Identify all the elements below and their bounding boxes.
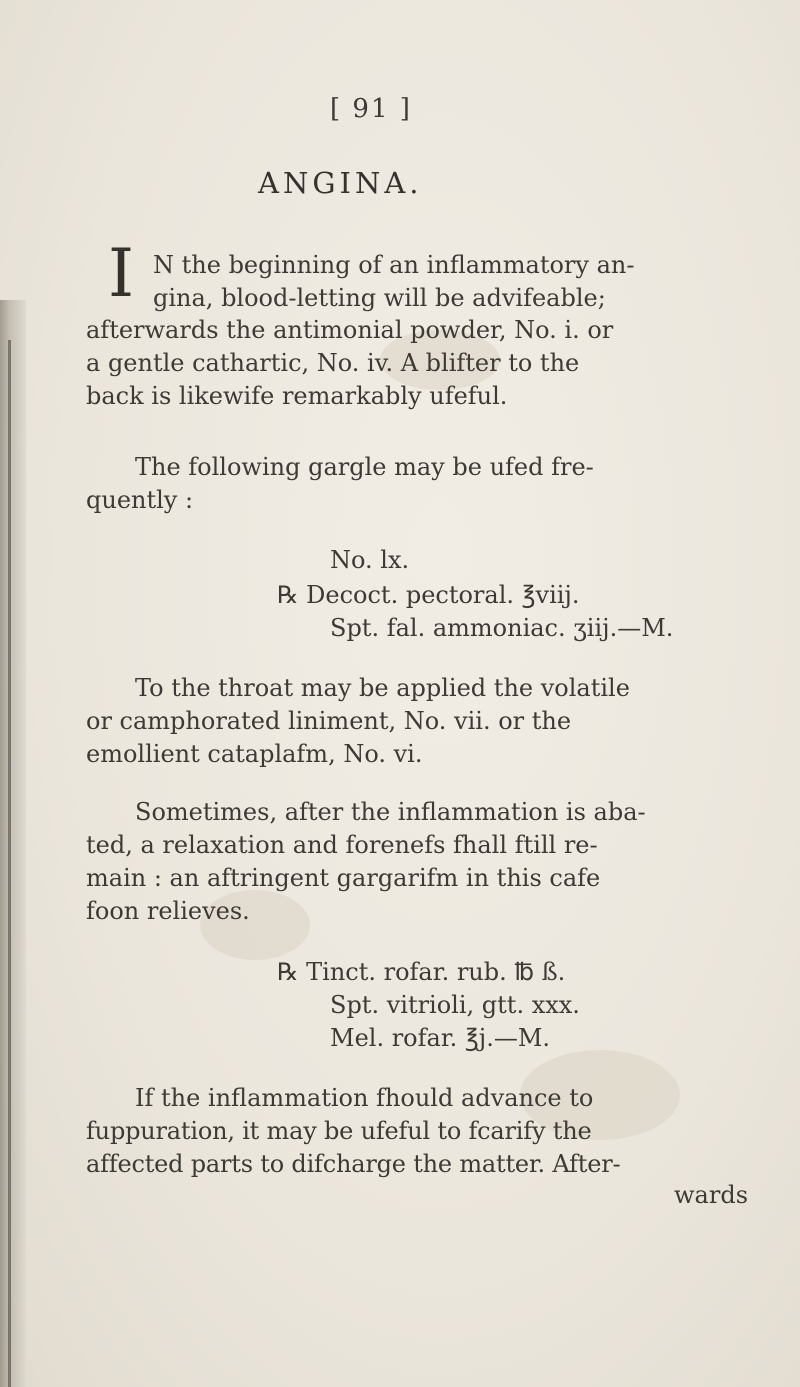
paragraph-line: ted, a relaxation and forenefs fhall ftill re- <box>86 831 598 859</box>
paragraph-line: foon relieves. <box>86 897 250 925</box>
drop-cap: I <box>108 235 135 312</box>
paragraph-line: gina, blood-letting will be advifeable; <box>153 284 606 312</box>
recipe-line: Mel. rofar. ℥j.—M. <box>330 1024 551 1052</box>
paragraph-line: Sometimes, after the inflammation is aba- <box>135 798 646 826</box>
paragraph-line: N the beginning of an inflammatory an- <box>153 251 635 279</box>
paragraph-line: If the inflammation fhould advance to <box>135 1084 594 1112</box>
binding-edge <box>8 340 11 1387</box>
recipe-line: Spt. fal. ammoniac. ʒiij.—M. <box>330 614 674 642</box>
paragraph-line: a gentle cathartic, No. iv. A blifter to the <box>86 349 580 377</box>
paragraph-line: afterwards the antimonial powder, No. i. or <box>86 316 614 344</box>
page-number: [ 91 ] <box>330 94 412 124</box>
paragraph-line: quently : <box>86 486 194 514</box>
paragraph-line: To the throat may be applied the volatile <box>135 674 630 702</box>
paragraph-line: or camphorated liniment, No. vii. or the <box>86 707 572 735</box>
recipe-line: ℞ Decoct. pectoral. ℥viij. <box>277 581 580 609</box>
paragraph-line: back is likewife remarkably ufeful. <box>86 382 508 410</box>
paragraph-line: affected parts to difcharge the matter. After- <box>86 1150 621 1178</box>
paragraph-line: fuppuration, it may be ufeful to fcarify the <box>86 1117 592 1145</box>
paragraph-line: emollient cataplafm, No. vi. <box>86 740 423 768</box>
paragraph-line: main : an aftringent gargarifm in this cafe <box>86 864 601 892</box>
catchword: wards <box>674 1181 749 1209</box>
page-title: ANGINA. <box>258 166 423 200</box>
recipe-line: Spt. vitrioli, gtt. xxx. <box>330 991 580 1019</box>
page-spine-shadow <box>0 300 26 1387</box>
recipe-line: ℞ Tinct. rofar. rub. ℔ ß. <box>277 958 566 986</box>
paragraph-line: The following gargle may be ufed fre- <box>135 453 594 481</box>
recipe-number: No. lx. <box>330 546 410 574</box>
